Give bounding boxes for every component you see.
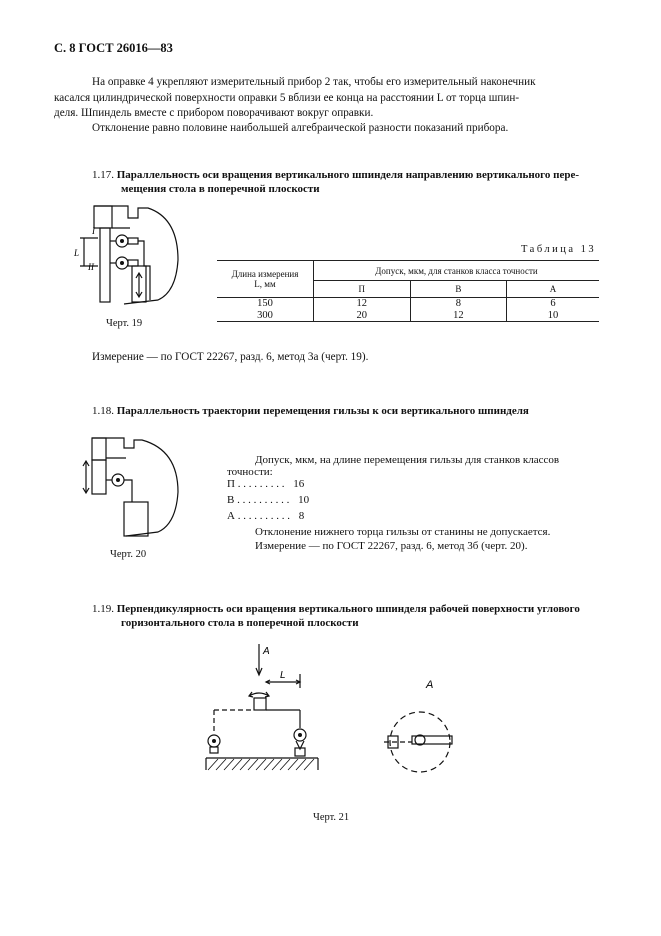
tolerance-intro-2: точности:	[227, 466, 273, 478]
table-cell: 12	[410, 310, 507, 322]
section-1-19-number: 1.19.	[92, 603, 114, 615]
figure-21-caption: Черт. 21	[313, 812, 350, 823]
tolerance-dots: . . . . . . . . . .	[237, 510, 290, 522]
page-header: С. 8 ГОСТ 26016—83	[54, 41, 173, 55]
section-1-17-title-line-2: мещения стола в поперечной плоскости	[121, 183, 320, 195]
table-cell: 150	[217, 298, 314, 310]
table-cell: 12	[314, 298, 411, 310]
table-row	[217, 310, 599, 322]
section-1-17-title-line-1: Параллельность оси вращения вертикального шпинделя направлению вертикального пере-	[116, 169, 580, 181]
table-13-header-length	[217, 261, 314, 298]
table-cell: 10	[507, 310, 599, 322]
section-1-18-note: Отклонение нижнего торца гильзы от станины не допускается.	[255, 526, 551, 538]
section-1-17-number: 1.17.	[92, 169, 114, 181]
figure-21-main	[204, 640, 334, 780]
intro-line-2: касался цилиндрической поверхности оправки 5 вблизи ее конца на расстоянии L от торца шпин-	[54, 92, 520, 104]
section-1-19-heading-cont	[121, 616, 359, 630]
section-1-18-title: Параллельность траектории перемещения гильзы к оси вертикального шпинделя	[116, 405, 529, 417]
table-13-header-length-line-1: Длина измерения	[231, 269, 299, 279]
table-13-group-header: Допуск, мкм, для станков класса точности	[314, 261, 600, 281]
intro-line-4: Отклонение равно половине наибольшей алгебраической разности показаний прибора.	[92, 122, 509, 134]
tolerance-dots: . . . . . . . . .	[237, 478, 285, 490]
table-row	[217, 298, 599, 310]
section-1-19-title-line-2: горизонтального стола в поперечной плоскости	[121, 617, 359, 629]
table-13-class-P: П	[314, 281, 411, 298]
section-1-18-heading	[92, 404, 529, 418]
table-13-class-B: В	[410, 281, 507, 298]
table-cell: 20	[314, 310, 411, 322]
intro-line-3: деля. Шпиндель вместе с прибором поворачивают вокруг оправки.	[54, 107, 374, 119]
section-1-17-heading	[92, 168, 579, 182]
tolerance-class-label: В	[227, 494, 235, 506]
figure-19-caption: Черт. 19	[106, 318, 143, 329]
table-13	[217, 260, 599, 322]
tolerance-row-A	[227, 508, 304, 524]
section-1-17-heading-cont	[121, 182, 320, 196]
section-1-18-measurement: Измерение — по ГОСТ 22267, разд. 6, метод 3б (черт. 20).	[255, 540, 528, 552]
section-1-17-measurement: Измерение — по ГОСТ 22267, разд. 6, метод 3а (черт. 19).	[92, 351, 369, 363]
tolerance-row-B	[227, 492, 309, 508]
tolerance-class-label: П	[227, 478, 235, 490]
fig19-label-II: II	[88, 262, 94, 272]
section-1-19-title-line-1: Перпендикулярность оси вращения вертикального шпинделя рабочей поверхности углового	[116, 603, 580, 615]
tolerance-row-P	[227, 476, 304, 492]
fig21-label-L: L	[280, 670, 286, 681]
table-cell: 300	[217, 310, 314, 322]
section-1-18-number: 1.18.	[92, 405, 114, 417]
figure-19	[70, 200, 200, 315]
tolerance-value: 10	[298, 494, 310, 506]
figure-20	[78, 432, 188, 544]
tolerance-class-label: А	[227, 510, 235, 522]
table-cell: 6	[507, 298, 599, 310]
table-13-class-A: А	[507, 281, 599, 298]
section-1-19-heading	[92, 602, 580, 616]
intro-line-1: На оправке 4 укрепляют измерительный прибор 2 так, чтобы его измерительный наконечник	[92, 76, 536, 88]
fig21-label-A-arrow: A	[263, 646, 270, 657]
table-13-header-length-line-2: L, мм	[254, 279, 276, 289]
table-13-title: Таблица 13	[521, 244, 597, 255]
fig19-label-I: I	[92, 226, 95, 236]
tolerance-value: 8	[298, 510, 305, 522]
fig19-label-L: L	[74, 248, 80, 258]
fig21-label-A-view: A	[426, 679, 434, 691]
figure-21-view-a	[378, 672, 468, 782]
tolerance-dots: . . . . . . . . . .	[237, 494, 290, 506]
tolerance-value: 16	[293, 478, 305, 490]
figure-20-caption: Черт. 20	[110, 549, 147, 560]
tolerance-intro-1: Допуск, мкм, на длине перемещения гильзы для станков классов	[255, 454, 560, 466]
table-cell: 8	[410, 298, 507, 310]
